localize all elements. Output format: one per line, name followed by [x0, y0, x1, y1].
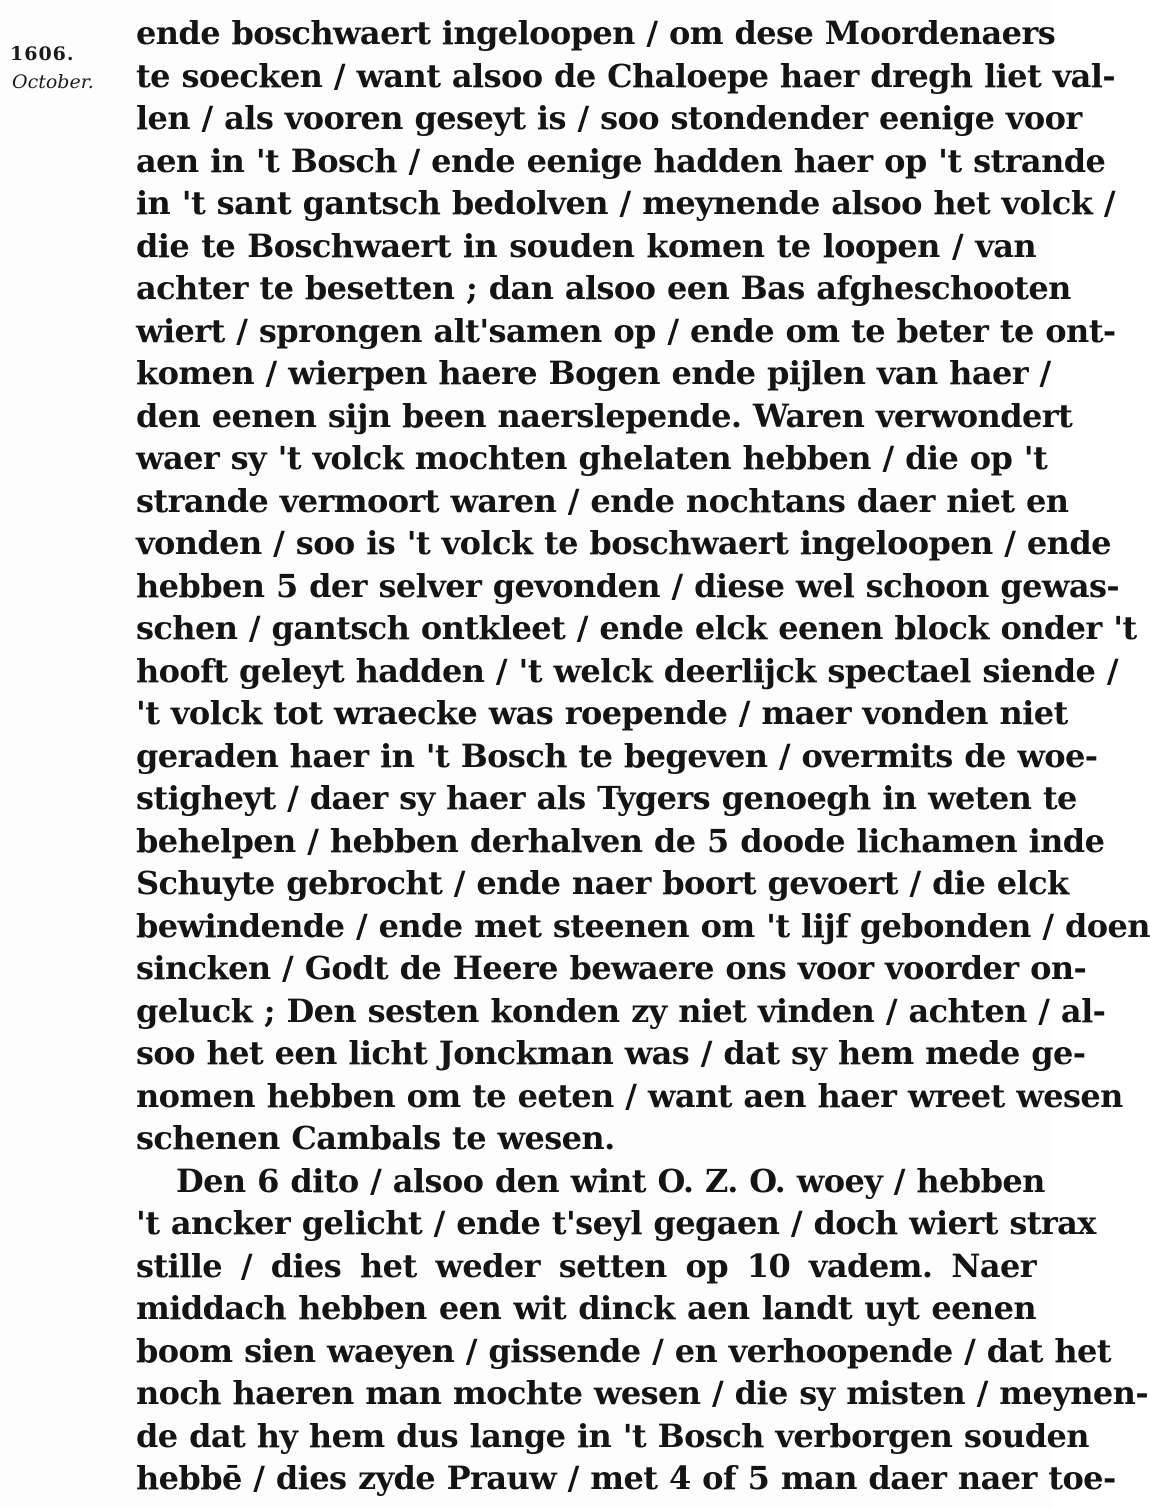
text-line: hooft geleyt hadden / 't welck deerlijck spectael siende / — [136, 651, 1118, 690]
text-line: ende boschwaert ingeloopen / om dese Moordenaers — [136, 14, 1056, 52]
margin-note — [10, 40, 120, 96]
text-line: behelpen / hebben derhalven de 5 doode lichamen inde — [136, 821, 1105, 860]
text-line: te soecken / want alsoo de Chaloepe haer dregh liet val- — [136, 56, 1116, 95]
text-line: boom sien waeyen / gissende / en verhoopende / dat het — [136, 1331, 1111, 1370]
margin-note-month: October. — [12, 71, 94, 93]
text-line: waer sy 't volck mochten ghelaten hebben / die op 't — [136, 439, 1048, 477]
text-line: aen in 't Bosch / ende eenige hadden haer op 't strande — [136, 141, 1106, 180]
text-line: de dat hy hem dus lange in 't Bosch verborgen souden — [136, 1416, 1089, 1455]
text-line: noch haeren man mochte wesen / die sy misten / meynen- — [136, 1374, 1149, 1412]
text-line: die te Boschwaert in souden komen te loopen / van — [136, 226, 1036, 265]
text-line: stille / dies het weder setten op 10 vadem. Naer — [136, 1246, 1036, 1285]
text-line: soo het een licht Jonckman was / dat sy hem mede ge- — [136, 1034, 1086, 1072]
text-line: vonden / soo is 't volck te boschwaert ingeloopen / ende — [136, 524, 1111, 562]
text-line: schenen Cambals te wesen. — [136, 1119, 615, 1157]
margin-note-year: 1606. — [10, 43, 75, 65]
text-line: middach hebben een wit dinck aen landt uyt eenen — [136, 1289, 1036, 1327]
text-line: geluck ; Den sesten konden zy niet vinden / achten / al- — [136, 991, 1106, 1030]
text-line: hebbē / dies zyde Prauw / met 4 of 5 man daer naer toe- — [136, 1459, 1116, 1497]
text-line: nomen hebben om te eeten / want aen haer wreet wesen — [136, 1076, 1123, 1115]
text-line: 't volck tot wraecke was roepende / maer vonden niet — [136, 694, 1068, 732]
text-line: geraden haer in 't Bosch te begeven / overmits de woe- — [136, 736, 1098, 775]
text-line: in 't sant gantsch bedolven / meynende alsoo het volck / — [136, 184, 1115, 222]
text-line: Schuyte gebrocht / ende naer boort gevoert / die elck — [136, 864, 1069, 902]
text-line: achter te besetten ; dan alsoo een Bas afgheschooten — [136, 269, 1071, 307]
text-line: 't ancker gelicht / ende t'seyl gegaen / doch wiert strax — [136, 1204, 1096, 1242]
text-line: bewindende / ende met steenen om 't lijf gebonden / doen — [136, 906, 1150, 945]
text-line: len / als vooren geseyt is / soo stondender eenige voor — [136, 99, 1082, 137]
text-line: komen / wierpen haere Bogen ende pijlen van haer / — [136, 354, 1051, 392]
text-line: stigheyt / daer sy haer als Tygers genoegh in weten te — [136, 779, 1077, 817]
body-text — [136, 12, 1150, 1500]
text-line: schen / gantsch ontkleet / ende elck eenen block onder 't — [136, 609, 1137, 647]
text-line: den eenen sijn been naerslepende. Waren verwondert — [136, 396, 1073, 435]
text-line: wiert / sprongen alt'samen op / ende om te beter te ont- — [136, 311, 1116, 350]
text-line: Den 6 dito / alsoo den wint O. Z. O. woey / hebben — [176, 1161, 1045, 1200]
text-line: hebben 5 der selver gevonden / diese wel schoon gewas- — [136, 566, 1120, 605]
text-line: sincken / Godt de Heere bewaere ons voor voorder on- — [136, 949, 1087, 987]
text-line: strande vermoort waren / ende nochtans daer niet en — [136, 481, 1069, 520]
